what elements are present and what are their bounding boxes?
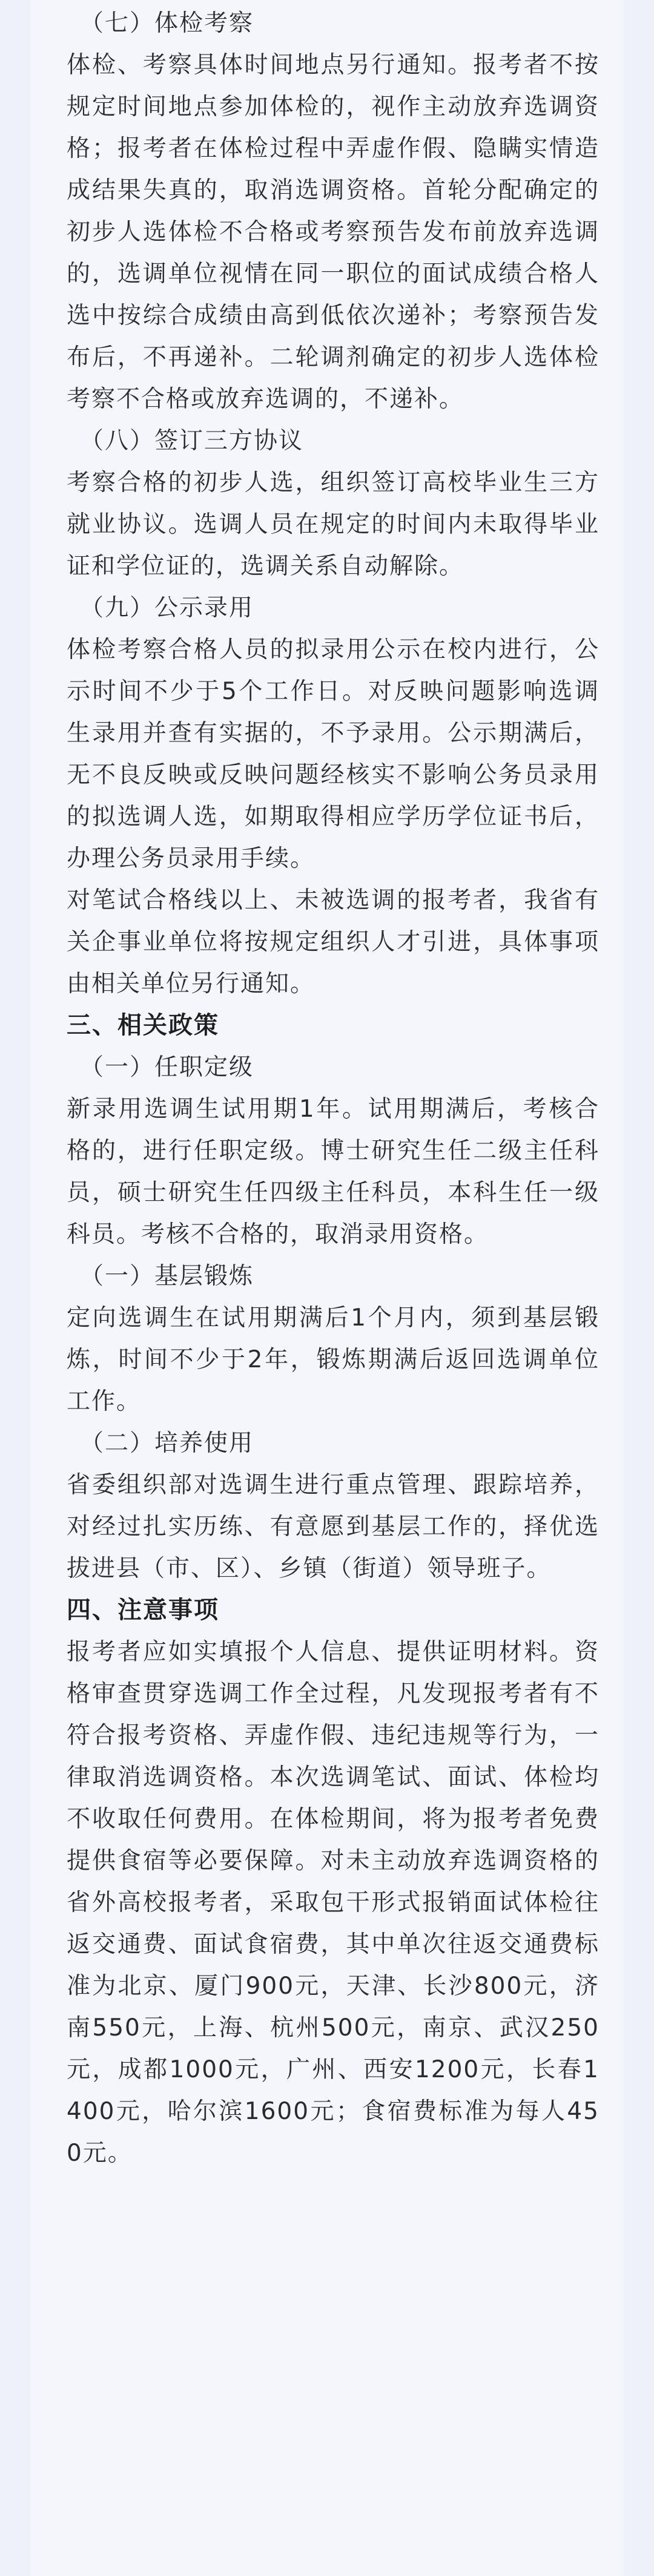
document-page bbox=[30, 0, 624, 2576]
subsection-heading-rank: （一）任职定级 bbox=[80, 1054, 254, 1081]
subsection-heading-training: （二）培养使用 bbox=[80, 1430, 254, 1457]
paragraph-publicity: 体检考察合格人员的拟录用公示在校内进行，公示时间不少于5个工作日。对反映问题影响选调生录用并查有实据的，不予录用。公示期满后，无不良反映或反映问题经核实不影响公务员录用的拟选调人选，如期取得相应学历学位证书后，办理公务员录用手续。 bbox=[67, 636, 600, 872]
paragraph-agreement: 考察合格的初步人选，组织签订高校毕业生三方就业协议。选调人员在规定的时间内未取得毕业证和学位证的，选调关系自动解除。 bbox=[67, 469, 600, 580]
paragraph-rank: 新录用选调生试用期1年。试用期满后，考核合格的，进行任职定级。博士研究生任二级主任科员，硕士研究生任四级主任科员，本科生任一级科员。考核不合格的，取消录用资格。 bbox=[67, 1096, 600, 1248]
paragraph-physical-exam: 体检、考察具体时间地点另行通知。报考者不按规定时间地点参加体检的，视作主动放弃选调资格；报考者在体检过程中弄虚作假、隐瞒实情造成结果失真的，取消选调资格。首轮分配确定的初步人选体检不合格或考察预告发布前放弃选调的，选调单位视情在同一职位的面试成绩合格人选中按综合成绩由高到低依次递补；考察预告发布后，不再递补。二轮调剂确定的初步人选体检考察不合格或放弃选调的，不递补。 bbox=[67, 51, 600, 413]
subsection-heading-agreement: （八）签订三方协议 bbox=[80, 427, 304, 455]
paragraph-grassroots: 定向选调生在试用期满后1个月内，须到基层锻炼，时间不少于2年，锻炼期满后返回选调单位工作。 bbox=[67, 1304, 600, 1415]
subsection-heading-grassroots: （一）基层锻炼 bbox=[80, 1263, 254, 1290]
section-heading-notes: 四、注意事项 bbox=[67, 1596, 219, 1624]
subsection-heading-publicity: （九）公示录用 bbox=[80, 594, 254, 622]
section-heading-policies: 三、相关政策 bbox=[67, 1011, 219, 1039]
paragraph-training: 省委组织部对选调生进行重点管理、跟踪培养，对经过扎实历练、有意愿到基层工作的，择优选拔进县（市、区）、乡镇（街道）领导班子。 bbox=[67, 1471, 600, 1582]
subsection-heading-physical-exam: （七）体检考察 bbox=[80, 10, 254, 37]
paragraph-notes: 报考者应如实填报个人信息、提供证明材料。资格审查贯穿选调工作全过程，凡发现报考者有不符合报考资格、弄虚作假、违纪违规等行为，一律取消选调资格。本次选调笔试、面试、体检均不收取任何费用。在体检期间，将为报考者免费提供食宿等必要保障。对未主动放弃选调资格的省外高校报考者，采取包干形式报销面试体检往返交通费、面试食宿费，其中单次往返交通费标准为北京、厦门900元，天津、长沙800元，济南550元，上海、杭州500元，南京、武汉250元，成都1000元，广州、西安1200元，长春1400元，哈尔滨1600元；食宿费标准为每人450元。 bbox=[67, 1638, 600, 2167]
paragraph-talent-introduction: 对笔试合格线以上、未被选调的报考者，我省有关企事业单位将按规定组织人才引进，具体事项由相关单位另行通知。 bbox=[67, 887, 600, 997]
